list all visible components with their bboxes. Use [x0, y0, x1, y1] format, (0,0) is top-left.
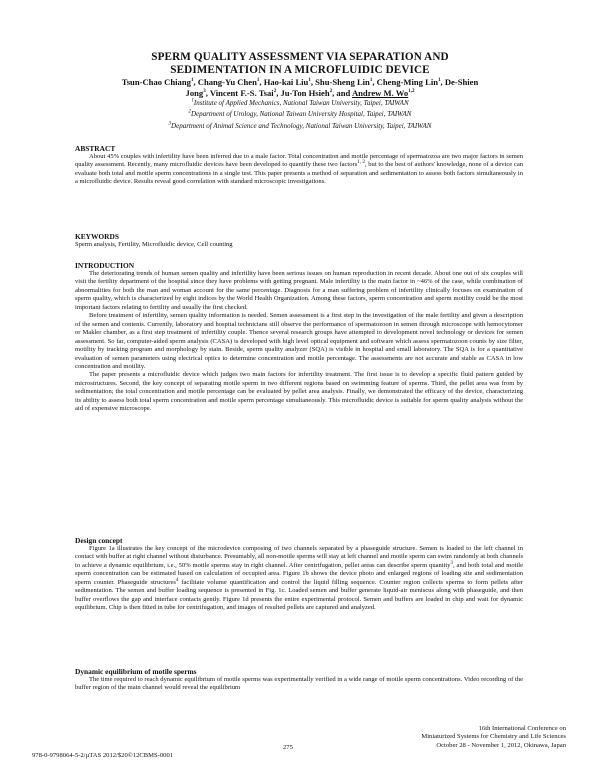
- conference-line-1: 16th International Conference on: [478, 725, 566, 732]
- affiliation-2: [80, 109, 520, 120]
- abstract-text-part: , but to the best of authors' knowledge, none of a device can evaluate both total and motile sperm concentrations in a single test. This paper presents a method of separation and sedimentation to assess both factors simultaneously in a microfluidic device. Results reveal good correlation with standard microscopic investigations.: [75, 161, 524, 186]
- affiliation-text: Department of Urology, National Taiwan University Hospital, Taipei, TAIWAN: [191, 110, 412, 119]
- author-name: , De-Shien: [440, 77, 479, 87]
- affil-mark: 2: [329, 89, 333, 95]
- conference-line-3: October 28 - November 1, 2012, Okinawa, Japan: [436, 741, 566, 749]
- page-number: 275: [283, 744, 293, 751]
- author-list: [70, 77, 530, 99]
- affiliation-text: Institute of Applied Mechanics, National Taiwan University, Taipei, TAIWAN: [193, 99, 409, 107]
- authors-line-1: [70, 77, 530, 88]
- affil-mark: 3: [203, 89, 206, 95]
- intro-paragraph-1: The deteriorating trends of human semen quality and infertility have been serious issues on human reproduction in recent decade. About one out of six couples will visit the fertility department of the hospital since they have problems with getting pregnant. Male infertility is the main factor in ~46% of the case, while combination of abnormalities for both the man and woman account for the same percentage. Diagnosis for a man suffering problem of infertility clinically focuses on examination of sperm quality, which is characterized by eight indices by the World Health Organization. Among these factors, sperm concentration and sperm motility could be the most important factors relating to fertility and usually the first checked.: [75, 270, 523, 311]
- intro-paragraph-2: Before treatment of infertility, semen quality information is needed. Semen assessment is a first step in the investigation of the male fertility and given a description of the semen and contents. Currently, laboratory and hospital technicians still observe the performance of spermatozoon in semen through microscope with hemocytomer or Makler chamber, as a first step treatment of infertility couple. Thence several research groups have attempted to development novel technology or devices for semen assessment. So far, computer-aided sperm analysis (CASA) is developed with high level optical equipment and software which assess spermatozoon counts by size filter, motility by tracking program and morphology by stain. Beside, sperm quality analyzer (SQA) is visible in hospital and small laboratory. The SQA is for a quantitative evaluation of semen parameters using electrical optics to determine concentration and motile percentage. The assessments are not accurate and stable as CASA in low concentration and motility.: [75, 312, 523, 370]
- intro-paragraph-3: The paper presents a microfluidic device which judges two main factors for infertility treatment. The first issue is to develop a specific fluid pattern guided by microstructures. Second, the key concept of separating motile sperm in two different regions based on swimming feature of sperms. Third, the pellet area was from by sedimentation; the total concentration and motile percentage can be evaluated by pellet area analysis. Finally, we demonstrated the efficacy of the device, characterizing its ability to assess both total sperm concentration and motile sperm percentage simultaneously. This microfluidic device is suitable for sperm quality analysis without the aid of expensive microscope.: [75, 371, 523, 413]
- citation-mark: 4: [175, 577, 179, 583]
- introduction-heading: INTRODUCTION: [75, 261, 135, 270]
- design-text-part: facilitate volume quantification and control the liquid filling sequence. Counter region collects sperms to form pellets after sedimentation. The semen and buffer loading sequence is presented in Fig. 1c. Loaded semen and buffer generate liquid-air meniscus along with phaseguide, and then buffer overflows the gap and interface contacts gently. Figure 1d presents the entire experimental protocol. Semen and buffers are loaded in chip and wait for dynamic equilibrium. Chip is then fitted in tube for centrifugation, and images of resulted pellets are captured and analyzed.: [75, 578, 523, 612]
- affiliation-text: Department of Animal Science and Technology, National Taiwan University, Taipei, TAIWAN: [171, 121, 432, 130]
- author-name: Tsun-Chao Chiang: [121, 77, 191, 87]
- citation-mark: 1, 2: [357, 160, 365, 166]
- author-name: , Cheng-Ming Lin: [372, 77, 439, 87]
- dynamic-heading: Dynamic equilibrium of motile sperms: [75, 667, 197, 676]
- affil-mark: 1: [438, 78, 441, 84]
- dynamic-section: [75, 667, 523, 693]
- author-separator: , and: [332, 88, 352, 98]
- affil-mark: 1: [256, 78, 260, 84]
- citation-mark: 3: [450, 560, 454, 566]
- footer-isbn: 978-0-9798064-5-2/µTAS 2012/$20©12CBMS-0001: [32, 752, 174, 759]
- author-name: , Hao-kai Liu: [259, 77, 309, 87]
- affil-mark: 2: [273, 89, 277, 95]
- affil-mark: 1: [191, 98, 194, 104]
- author-name: Jong: [185, 88, 204, 98]
- paper-title: [60, 51, 540, 77]
- title-line-1: SPERM QUALITY ASSESSMENT VIA SEPARATION AND: [151, 51, 449, 63]
- author-name: , Vincent F.-S. Tsai: [205, 88, 274, 98]
- design-text-part: , and both total and motile sperm concentration can be estimated based on calculation of occupied area. Figure 1b shows the device photo and enlarged regions of loading site and sedimentation sperm counter. Phaseguide structures: [75, 561, 523, 586]
- affil-mark: 1,2: [408, 89, 415, 95]
- affil-mark: 1: [308, 78, 311, 84]
- abstract-section: [75, 144, 523, 187]
- conference-line-2: Miniaturized Systems for Chemistry and Life Sciences: [421, 733, 566, 741]
- author-name: , Ju-Ton Hsieh: [276, 88, 330, 98]
- abstract-text-part: About 45% couples with infertility have been inferred due to a male factor. Total concentration and motile percentage of spermatozoa are two major factors in semen quality assessment. Recently, many microfluidic devices have been developed to quantify these two factors: [75, 153, 523, 169]
- keywords-text: Sperm analysis, Fertility, Microfluidic device, Cell counting: [75, 241, 233, 248]
- footer-conference: [380, 725, 566, 750]
- author-name: , Chang-Yu Chen: [193, 77, 257, 87]
- design-section: [75, 536, 523, 613]
- author-name: , Shu-Sheng Lin: [310, 77, 370, 87]
- design-heading: Design concept: [75, 536, 123, 545]
- affil-mark: 1: [369, 78, 373, 84]
- affiliation-3: [80, 121, 520, 132]
- affiliation-1: [80, 98, 520, 109]
- design-text-part: Figure 1a illustrates the key concept of the microdevice composing of two channels separated by a phaseguide structure. Semen is loaded to the left channel in contact with buffer at right channel without disturbance. Presumably, all non-motile sperms will stay at left channel and motile sperm can swim randomly at both channels to achieve a dynamic equilibrium, i.e., 50% motile sperms stay in right channel. After centrifugation, pellet areas can describe sperm quantity: [75, 545, 523, 569]
- affil-mark: 3: [168, 121, 172, 127]
- affiliations: [80, 98, 520, 132]
- introduction-section: [75, 261, 523, 414]
- keywords-section: [75, 232, 523, 249]
- corresponding-author: Andrew M. Wo: [351, 88, 409, 98]
- abstract-heading: ABSTRACT: [75, 144, 116, 153]
- abstract-text: [75, 153, 523, 187]
- affil-mark: 1: [190, 78, 194, 84]
- keywords-heading: KEYWORDS: [75, 232, 119, 241]
- dynamic-paragraph: The time required to reach dynamic equilibrium of motile sperms was experimentally verified in a wide range of motile sperm concentrations. Video recording of the buffer region of the main channel would reveal the equilibrium: [75, 676, 523, 692]
- title-line-2: SEDIMENTATION IN A MICROFLUIDIC DEVICE: [170, 64, 430, 76]
- design-paragraph: [75, 545, 523, 613]
- affil-mark: 2: [188, 110, 191, 116]
